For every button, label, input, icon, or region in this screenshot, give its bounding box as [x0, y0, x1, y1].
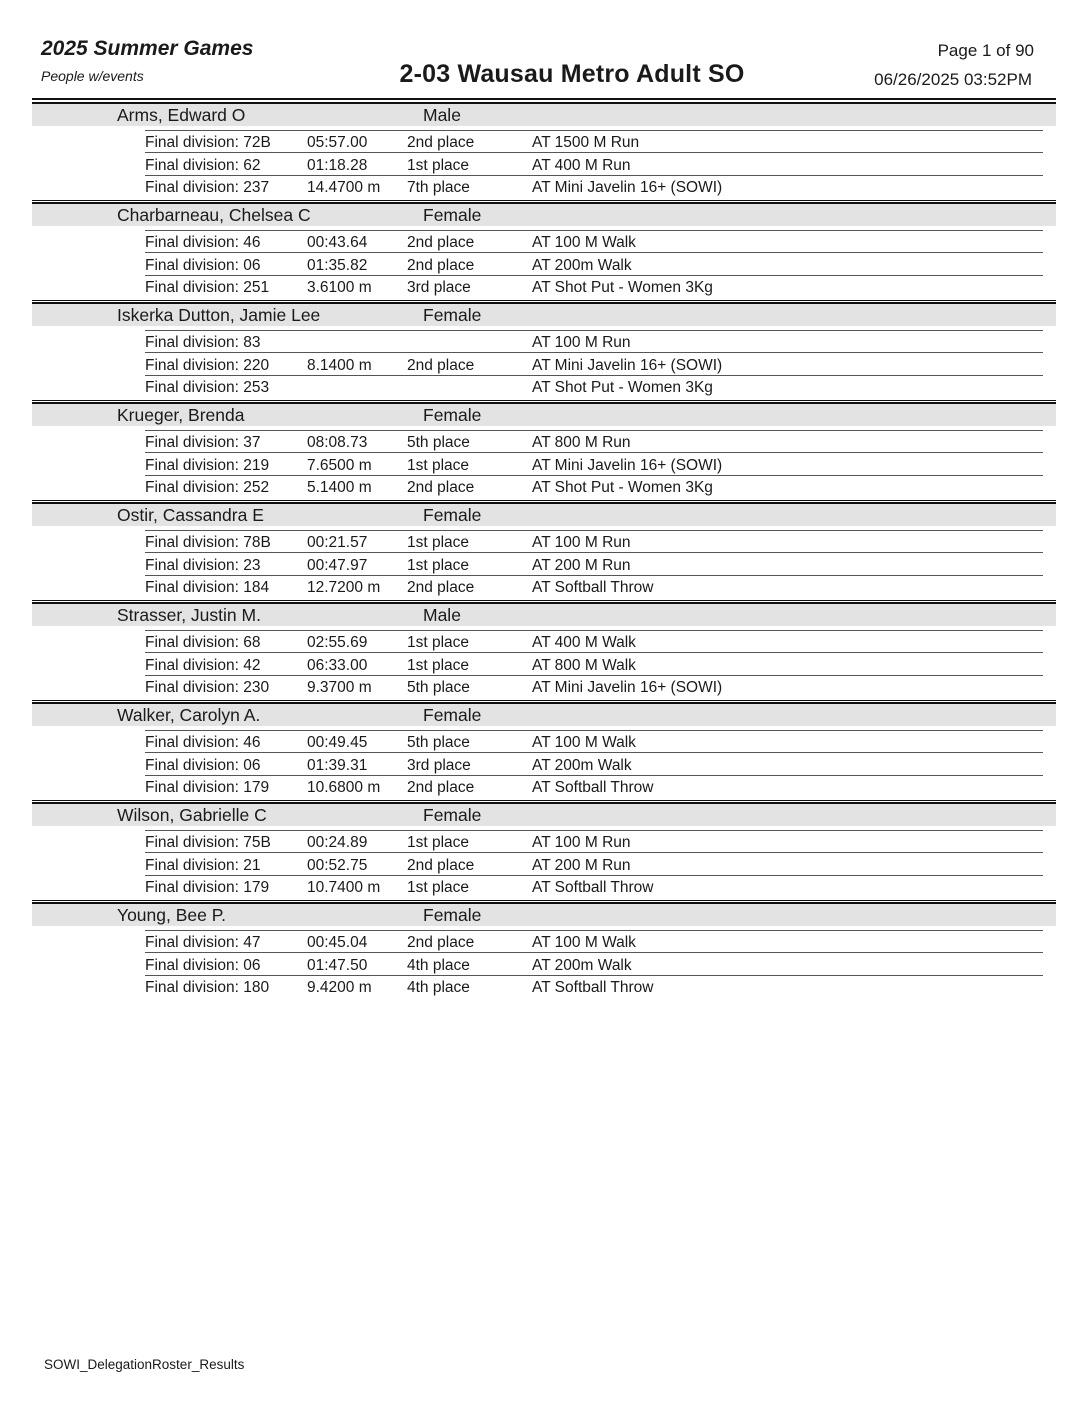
place-cell: 2nd place — [407, 356, 475, 374]
mark-cell: 12.7200 m — [307, 579, 381, 596]
place-cell: 2nd place — [407, 479, 475, 496]
division-cell: Final division: 37 — [145, 434, 261, 451]
place-cell: 2nd place — [407, 234, 475, 251]
event-name-cell: AT 100 M Walk — [532, 734, 636, 751]
athlete-name: Ostir, Cassandra E — [117, 505, 264, 525]
event-name-cell: AT 200m Walk — [532, 756, 632, 774]
event-row — [0, 654, 1088, 676]
place-cell: 1st place — [407, 456, 470, 474]
athlete-name: Arms, Edward O — [117, 105, 246, 125]
division-cell: Final division: 237 — [145, 179, 270, 196]
place-cell: 1st place — [407, 834, 470, 851]
event-name-cell: AT Mini Javelin 16+ (SOWI) — [532, 356, 723, 374]
event-name-cell: AT 200 M Run — [532, 856, 631, 874]
mark-cell: 00:52.75 — [307, 856, 368, 874]
athlete-divider — [32, 800, 1056, 801]
athlete-divider — [32, 500, 1056, 501]
division-cell: Final division: 78B — [145, 534, 271, 551]
athlete-gender: Female — [423, 405, 482, 425]
mark-cell: 06:33.00 — [307, 656, 368, 674]
division-cell: Final division: 230 — [145, 679, 270, 696]
event-row — [0, 876, 1088, 898]
athlete-divider — [32, 300, 1056, 301]
event-name-cell: AT Mini Javelin 16+ (SOWI) — [532, 456, 723, 474]
division-cell: Final division: 06 — [145, 956, 261, 974]
place-cell: 1st place — [407, 156, 470, 174]
athlete-block — [0, 600, 1088, 700]
athlete-block — [0, 500, 1088, 600]
event-name-cell: AT 100 M Run — [532, 334, 631, 351]
event-name-cell: AT 200m Walk — [532, 256, 632, 274]
report-subtitle: People w/events — [41, 68, 144, 84]
division-cell: Final division: 72B — [145, 134, 271, 151]
place-cell: 1st place — [407, 556, 470, 574]
athlete-name: Iskerka Dutton, Jamie Lee — [117, 305, 321, 325]
division-cell: Final division: 184 — [145, 579, 270, 596]
mark-cell: 05:57.00 — [307, 134, 368, 151]
event-name-cell: AT 100 M Run — [532, 534, 631, 551]
mark-cell: 00:45.04 — [307, 934, 368, 951]
print-date: 06/26/2025 03:52PM — [874, 70, 1032, 89]
division-cell: Final division: 21 — [145, 856, 261, 874]
mark-cell: 00:47.97 — [307, 556, 368, 574]
athlete-gender: Male — [423, 605, 461, 625]
event-row — [0, 476, 1088, 498]
division-cell: Final division: 252 — [145, 479, 270, 496]
event-name-cell: AT 100 M Run — [532, 834, 631, 851]
place-cell: 1st place — [407, 534, 470, 551]
event-row — [0, 554, 1088, 576]
athlete-gender: Male — [423, 105, 461, 125]
athlete-gender: Female — [423, 505, 482, 525]
place-cell: 1st place — [407, 656, 470, 674]
division-cell: Final division: 23 — [145, 556, 261, 574]
place-cell: 2nd place — [407, 256, 475, 274]
athlete-name: Krueger, Brenda — [117, 405, 245, 425]
place-cell: 4th place — [407, 956, 470, 974]
mark-cell: 5.1400 m — [307, 479, 372, 496]
event-name-cell: AT Softball Throw — [532, 979, 654, 996]
mark-cell: 01:47.50 — [307, 956, 368, 974]
division-cell: Final division: 179 — [145, 779, 270, 796]
event-name-cell: AT 800 M Walk — [532, 656, 636, 674]
event-row — [0, 531, 1088, 553]
athlete-gender: Female — [423, 205, 482, 225]
mark-cell: 00:21.57 — [307, 534, 368, 551]
mark-cell: 00:24.89 — [307, 834, 368, 851]
event-row — [0, 276, 1088, 298]
athlete-gender: Female — [423, 705, 482, 725]
division-cell: Final division: 253 — [145, 379, 270, 396]
division-cell: Final division: 219 — [145, 456, 270, 474]
division-cell: Final division: 180 — [145, 979, 270, 996]
mark-cell: 00:43.64 — [307, 234, 368, 251]
division-cell: Final division: 47 — [145, 934, 261, 951]
mark-cell: 7.6500 m — [307, 456, 372, 474]
place-cell: 7th place — [407, 179, 470, 196]
place-cell: 2nd place — [407, 134, 475, 151]
mark-cell: 3.6100 m — [307, 279, 372, 296]
athlete-gender: Female — [423, 305, 482, 325]
athlete-name: Walker, Carolyn A. — [117, 705, 261, 725]
mark-cell: 9.3700 m — [307, 679, 372, 696]
place-cell: 2nd place — [407, 579, 475, 596]
event-row — [0, 376, 1088, 398]
athlete-block — [0, 200, 1088, 300]
place-cell: 5th place — [407, 734, 470, 751]
place-cell: 1st place — [407, 634, 470, 651]
event-row — [0, 854, 1088, 876]
event-name-cell: AT 200m Walk — [532, 956, 632, 974]
event-name-cell: AT Mini Javelin 16+ (SOWI) — [532, 179, 723, 196]
athlete-gender: Female — [423, 805, 482, 825]
place-cell: 1st place — [407, 879, 470, 896]
event-name-cell: AT 1500 M Run — [532, 134, 640, 151]
athlete-block — [0, 300, 1088, 400]
event-row — [0, 831, 1088, 853]
page-title: 2-03 Wausau Metro Adult SO — [399, 60, 745, 88]
event-name-cell: AT 100 M Walk — [532, 234, 636, 251]
place-cell: 2nd place — [407, 934, 475, 951]
event-row — [0, 976, 1088, 998]
division-cell: Final division: 75B — [145, 834, 271, 851]
event-name-cell: AT Softball Throw — [532, 879, 654, 896]
report-name-footer: SOWI_DelegationRoster_Results — [44, 1357, 245, 1372]
event-row — [0, 931, 1088, 953]
event-name-cell: AT Softball Throw — [532, 579, 654, 596]
athlete-block — [0, 900, 1088, 1000]
place-cell: 5th place — [407, 679, 470, 696]
games-title: 2025 Summer Games — [41, 37, 254, 60]
mark-cell: 08:08.73 — [307, 434, 368, 451]
event-row — [0, 431, 1088, 453]
event-name-cell: AT Shot Put - Women 3Kg — [532, 279, 713, 296]
event-row — [0, 454, 1088, 476]
division-cell: Final division: 06 — [145, 256, 261, 274]
event-row — [0, 254, 1088, 276]
division-cell: Final division: 251 — [145, 279, 270, 296]
division-cell: Final division: 220 — [145, 356, 270, 374]
mark-cell: 14.4700 m — [307, 179, 381, 196]
athlete-divider — [32, 400, 1056, 401]
mark-cell: 10.6800 m — [307, 779, 381, 796]
athlete-block — [0, 700, 1088, 800]
event-row — [0, 231, 1088, 253]
event-row — [0, 954, 1088, 976]
event-name-cell: AT 200 M Run — [532, 556, 631, 574]
mark-cell: 01:18.28 — [307, 156, 368, 174]
division-cell: Final division: 46 — [145, 734, 261, 751]
event-row — [0, 576, 1088, 598]
event-name-cell: AT Softball Throw — [532, 779, 654, 796]
mark-cell: 00:49.45 — [307, 734, 368, 751]
division-cell: Final division: 62 — [145, 156, 261, 174]
page-number: Page 1 of 90 — [937, 41, 1034, 60]
place-cell: 2nd place — [407, 856, 475, 874]
athlete-gender: Female — [423, 905, 482, 925]
athlete-block — [0, 400, 1088, 500]
place-cell: 3rd place — [407, 279, 471, 296]
event-row — [0, 176, 1088, 198]
athlete-divider — [32, 600, 1056, 601]
athlete-block — [0, 100, 1088, 200]
athlete-roster — [0, 100, 1088, 1000]
event-name-cell: AT 100 M Walk — [532, 934, 636, 951]
event-name-cell: AT Shot Put - Women 3Kg — [532, 379, 713, 396]
athlete-name: Strasser, Justin M. — [117, 605, 261, 625]
athlete-name: Charbarneau, Chelsea C — [117, 205, 311, 225]
mark-cell: 9.4200 m — [307, 979, 372, 996]
mark-cell: 10.7400 m — [307, 879, 381, 896]
division-cell: Final division: 42 — [145, 656, 261, 674]
athlete-divider — [32, 700, 1056, 701]
place-cell: 2nd place — [407, 779, 475, 796]
event-row — [0, 631, 1088, 653]
page-header — [0, 0, 1088, 100]
mark-cell: 01:39.31 — [307, 756, 368, 774]
division-cell: Final division: 68 — [145, 634, 261, 651]
athlete-divider — [32, 200, 1056, 201]
mark-cell: 02:55.69 — [307, 634, 368, 651]
athlete-name: Young, Bee P. — [117, 905, 226, 925]
event-name-cell: AT Shot Put - Women 3Kg — [532, 479, 713, 496]
mark-cell: 8.1400 m — [307, 356, 372, 374]
division-cell: Final division: 06 — [145, 756, 261, 774]
division-cell: Final division: 179 — [145, 879, 270, 896]
mark-cell: 01:35.82 — [307, 256, 368, 274]
athlete-divider — [32, 900, 1056, 901]
division-cell: Final division: 46 — [145, 234, 261, 251]
event-row — [0, 676, 1088, 698]
athlete-name: Wilson, Gabrielle C — [117, 805, 267, 825]
place-cell: 4th place — [407, 979, 470, 996]
event-row — [0, 754, 1088, 776]
event-row — [0, 154, 1088, 176]
place-cell: 3rd place — [407, 756, 471, 774]
division-cell: Final division: 83 — [145, 334, 261, 351]
event-name-cell: AT 800 M Run — [532, 434, 631, 451]
event-name-cell: AT Mini Javelin 16+ (SOWI) — [532, 679, 723, 696]
event-row — [0, 331, 1088, 353]
event-row — [0, 354, 1088, 376]
event-name-cell: AT 400 M Run — [532, 156, 631, 174]
event-row — [0, 731, 1088, 753]
event-row — [0, 131, 1088, 153]
place-cell: 5th place — [407, 434, 470, 451]
event-name-cell: AT 400 M Walk — [532, 634, 636, 651]
athlete-block — [0, 800, 1088, 900]
event-row — [0, 776, 1088, 798]
